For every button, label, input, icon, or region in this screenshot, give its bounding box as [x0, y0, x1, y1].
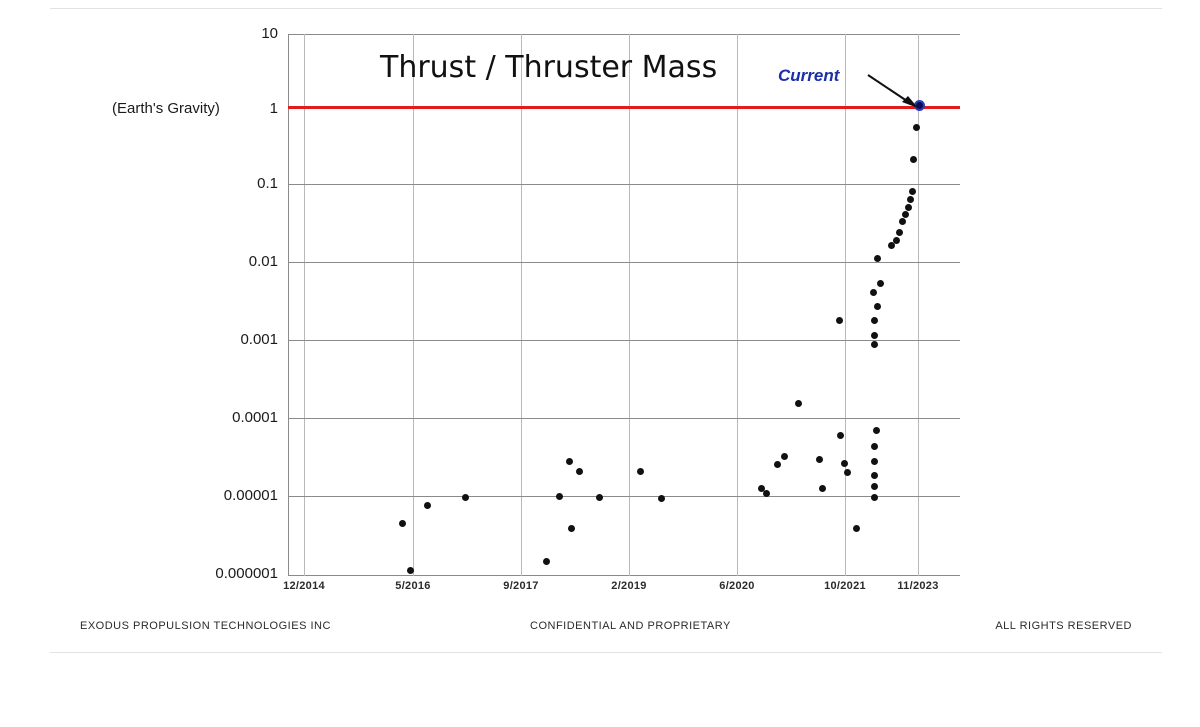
footer-confidential: CONFIDENTIAL AND PROPRIETARY	[530, 620, 731, 632]
data-point	[774, 461, 781, 468]
data-point	[407, 567, 414, 574]
y-tick-0.01: 0.01	[248, 253, 278, 270]
top-divider	[50, 8, 1162, 9]
data-point	[637, 468, 644, 475]
y-tick-0.001: 0.001	[240, 331, 278, 348]
y-tick-0.00001: 0.00001	[223, 487, 278, 504]
y-tick-10: 10	[261, 25, 278, 42]
data-point	[841, 460, 848, 467]
data-point	[424, 502, 431, 509]
data-point	[905, 204, 912, 211]
bottom-divider	[50, 652, 1162, 653]
footer-rights: ALL RIGHTS RESERVED	[995, 620, 1132, 632]
earth-gravity-axis-label: (Earth's Gravity)	[112, 100, 220, 117]
x-tick-7: 11/2023	[897, 580, 939, 592]
y-gridline-0.001	[288, 340, 960, 341]
data-point	[871, 341, 878, 348]
y-gridline-0.00001	[288, 496, 960, 497]
data-point	[837, 432, 844, 439]
x-gridline-3	[521, 34, 522, 576]
data-point	[658, 495, 665, 502]
y-tick-0.000001: 0.000001	[215, 565, 278, 582]
data-point	[853, 525, 860, 532]
earth-gravity-line	[288, 106, 960, 109]
data-point	[819, 485, 826, 492]
data-point	[893, 237, 900, 244]
x-tick-5: 6/2020	[719, 580, 755, 592]
data-point	[556, 493, 563, 500]
chart-title: Thrust / Thruster Mass	[380, 50, 718, 85]
data-point	[871, 332, 878, 339]
y-tick-1: 1	[269, 100, 278, 117]
data-point	[874, 255, 881, 262]
data-point	[844, 469, 851, 476]
data-point	[899, 218, 906, 225]
y-gridline-0.0001	[288, 418, 960, 419]
x-gridline-6	[845, 34, 846, 576]
x-gridline-7	[918, 34, 919, 576]
data-point	[874, 303, 881, 310]
data-point	[907, 196, 914, 203]
x-gridline-2	[413, 34, 414, 576]
x-tick-1: 12/2014	[283, 580, 325, 592]
x-gridline-4	[629, 34, 630, 576]
y-gridline-0.1	[288, 184, 960, 185]
data-point	[896, 229, 903, 236]
data-point	[871, 458, 878, 465]
slide-footer	[50, 620, 1162, 640]
data-point	[910, 156, 917, 163]
plot-left-axis	[288, 34, 289, 576]
data-point	[781, 453, 788, 460]
data-point	[566, 458, 573, 465]
data-point	[816, 456, 823, 463]
data-point	[877, 280, 884, 287]
data-point	[913, 124, 920, 131]
x-axis-ticks	[283, 580, 960, 600]
data-point	[596, 494, 603, 501]
arrow-icon	[866, 72, 922, 110]
plot-area	[288, 34, 960, 576]
x-tick-6: 10/2021	[824, 580, 866, 592]
y-tick-0.1: 0.1	[257, 175, 278, 192]
data-point	[871, 443, 878, 450]
data-point	[873, 427, 880, 434]
plot-top-border	[288, 34, 960, 35]
data-point	[763, 490, 770, 497]
data-point	[462, 494, 469, 501]
x-tick-2: 5/2016	[395, 580, 431, 592]
current-callout-label: Current	[778, 66, 840, 85]
x-tick-4: 2/2019	[611, 580, 647, 592]
data-point	[909, 188, 916, 195]
x-tick-3: 9/2017	[503, 580, 539, 592]
data-point	[871, 472, 878, 479]
x-gridline-1	[304, 34, 305, 576]
x-gridline-5	[737, 34, 738, 576]
footer-company: EXODUS PROPULSION TECHNOLOGIES INC	[80, 620, 331, 632]
data-point	[902, 211, 909, 218]
plot-bottom-axis	[288, 575, 960, 576]
data-point	[576, 468, 583, 475]
data-point	[870, 289, 877, 296]
data-point	[543, 558, 550, 565]
data-point	[568, 525, 575, 532]
data-point	[871, 494, 878, 501]
data-point	[399, 520, 406, 527]
data-point	[871, 317, 878, 324]
y-gridline-0.01	[288, 262, 960, 263]
data-point	[871, 483, 878, 490]
data-point	[795, 400, 802, 407]
y-tick-0.0001: 0.0001	[232, 409, 278, 426]
data-point	[836, 317, 843, 324]
